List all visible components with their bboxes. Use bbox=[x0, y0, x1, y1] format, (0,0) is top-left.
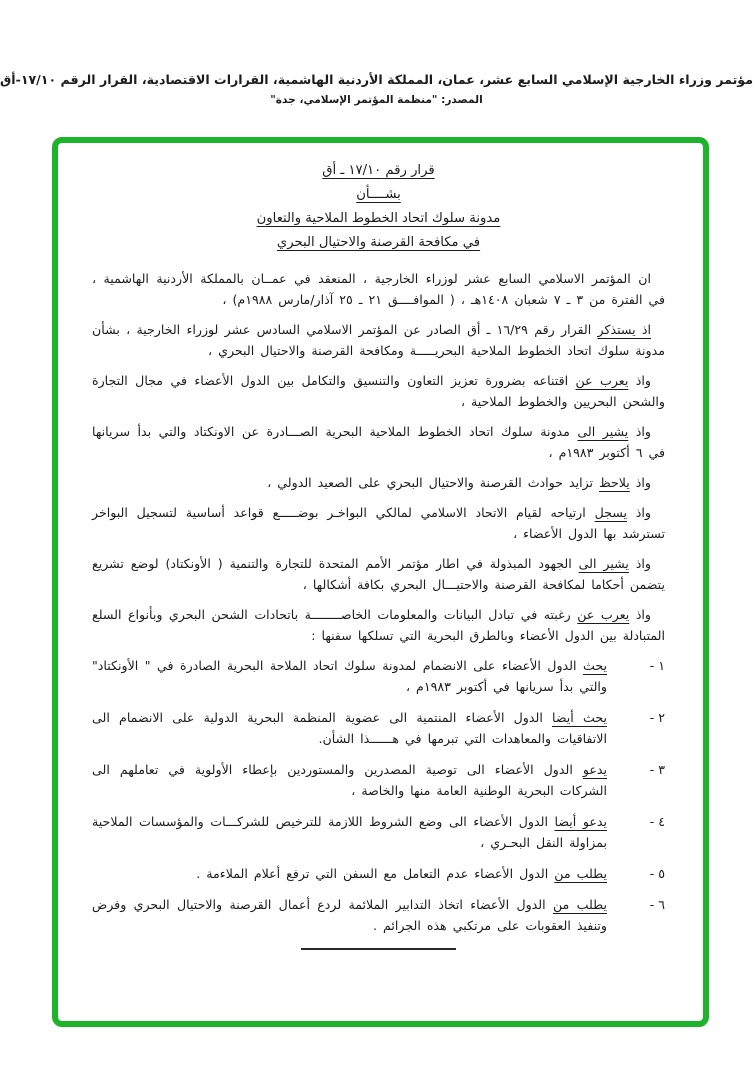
preamble-paragraph bbox=[92, 604, 665, 646]
item-number: ٣ - bbox=[649, 762, 665, 777]
paragraph-pre: واذ bbox=[629, 607, 652, 622]
preamble-paragraph bbox=[92, 319, 665, 361]
paragraph-lead: يشير الى bbox=[578, 556, 629, 571]
item-number: ١ - bbox=[649, 658, 665, 673]
item-lead: يدعو bbox=[582, 762, 607, 777]
item-lead: يحث أيضا bbox=[552, 710, 607, 725]
item-lead: يطلب من bbox=[552, 897, 607, 912]
operative-item bbox=[92, 707, 665, 749]
paragraph-text: مدونة سلوك اتحاد الخطوط الملاحية البحرية الصـــادرة عن الاونكتاد والتي بدأ سريانها في ٦ أكتوبر ١٩٨٣م ، bbox=[92, 424, 665, 460]
preamble-paragraph bbox=[92, 553, 665, 595]
operative-item bbox=[92, 759, 665, 801]
paragraph-text: ارتياحه لقيام الاتحاد الاسلامي لمالكي البواخـر بوضـــــع قواعد أساسية لتسجيل البواخر تسترشد بها الدول الأعضاء ، bbox=[92, 505, 665, 541]
item-rest: الدول الأعضاء الى توصية المصدرين والمستوردين بإعطاء الأولوية في تعاملهم الى الشركات البحرية الوطنية العامة منها والخاصة ، bbox=[92, 762, 607, 798]
item-number: ٦ - bbox=[649, 897, 665, 912]
item-lead: يحث bbox=[582, 658, 607, 673]
preamble-paragraph bbox=[92, 370, 665, 412]
paragraph-text: اقتناعه بضرورة تعزيز التعاون والتنسيق والتكامل بين الدول الأعضاء في مجال التجارة والشحن البحريين والخطوط الملاحية ، bbox=[92, 373, 665, 409]
preamble-paragraph bbox=[92, 502, 665, 544]
paragraph-lead: يشير الى bbox=[577, 424, 629, 439]
closing-rule bbox=[301, 948, 456, 950]
paragraph-pre: واذ bbox=[629, 475, 651, 490]
paragraph-pre: واذ bbox=[628, 373, 651, 388]
item-lead: يدعو أيضا bbox=[554, 814, 607, 829]
paragraph-lead: يلاحظ bbox=[599, 475, 630, 490]
item-rest: الدول الأعضاء الى وضع الشروط اللازمة للترخيص للشركـــات والمؤسسات الملاحية بمزاولة النقل البحـري ، bbox=[92, 814, 607, 850]
paragraph-pre: واذ bbox=[626, 505, 651, 520]
paragraph-lead: يعرب عن bbox=[575, 373, 629, 388]
item-text bbox=[92, 759, 607, 801]
resolution-regarding-line: بشــــأن bbox=[356, 187, 401, 202]
item-text bbox=[92, 894, 607, 936]
operative-item bbox=[92, 811, 665, 853]
item-rest: الدول الأعضاء عدم التعامل مع السفن التي ترفع أعلام الملاءمة . bbox=[196, 866, 555, 881]
source-line: المصدر: "منظمة المؤتمر الإسلامي، جدة" bbox=[270, 94, 483, 106]
document-body bbox=[58, 143, 703, 1021]
item-text bbox=[92, 863, 607, 884]
item-number: ٤ - bbox=[649, 814, 665, 829]
resolution-subject-line-1: مدونة سلوك اتحاد الخطوط الملاحية والتعاون bbox=[256, 211, 501, 226]
green-frame bbox=[52, 137, 709, 1027]
preamble-paragraph bbox=[92, 472, 665, 493]
citation-header bbox=[0, 72, 753, 106]
operative-item bbox=[92, 894, 665, 936]
paragraph-text: رغبته في تبادل البيانات والمعلومات الخاصــــــــة باتحادات الشحن البحري وبأنواع السلع المتبادلة بين الدول الأعضاء وبالطرق البحرية التي تسلكها سفنها : bbox=[92, 607, 665, 643]
item-number: ٥ - bbox=[649, 866, 665, 881]
paragraph-pre: واذ bbox=[628, 424, 651, 439]
item-text bbox=[92, 707, 607, 749]
paragraph-text: الجهود المبذولة في اطار مؤتمر الأمم المتحدة للتجارة والتنمية ( الأونكتاد) لوضع تشريع يتضمن أحكاما لمكافحة القرصنة والاحتيـــال البحري بكافة أشكالها ، bbox=[92, 556, 665, 592]
paragraph-text: ان المؤتمر الاسلامي السابع عشر لوزراء الخارجية ، المنعقد في عمــان بالمملكة الأردنية الهاشمية ، في الفترة من ٣ ـ ٧ شعبان ١٤٠٨هـ ، ( الموافــــق ٢١ ـ ٢٥ آذار/مارس ١٩٨٨م) ، bbox=[92, 271, 665, 307]
item-rest: الدول الأعضاء على الانضمام لمدونة سلوك اتحاد الملاحة البحرية الصادرة في " الأونكتاد" والتي بدأ سريانها في أكتوبر ١٩٨٣م ، bbox=[92, 658, 607, 694]
operative-item bbox=[92, 863, 665, 884]
item-text bbox=[92, 655, 607, 697]
paragraph-lead: يعرب عن bbox=[577, 607, 630, 622]
paragraph-lead: اذ يستذكر bbox=[597, 322, 651, 337]
item-rest: الدول الأعضاء اتخاذ التدابير الملائمة لردع أعمال القرصنة والاحتيال البحري وفرض وتنفيذ العقوبات على مرتكبي هذه الجرائم . bbox=[92, 897, 607, 933]
paragraph-lead: يسجل bbox=[594, 505, 627, 520]
preamble-paragraph bbox=[92, 421, 665, 463]
operative-item bbox=[92, 655, 665, 697]
item-number: ٢ - bbox=[649, 710, 665, 725]
operative-items bbox=[92, 655, 665, 936]
item-text bbox=[92, 811, 607, 853]
paragraph-text: القرار رقم ١٦/٢٩ ـ أق الصادر عن المؤتمر الاسلامي السادس عشر لوزراء الخارجية ، بشأن مدونة سلوك اتحاد الخطوط الملاحية البحريـــــة ومكافحة القرصنة والاحتيال البحري ، bbox=[92, 322, 665, 358]
resolution-subject-line-2: في مكافحة القرصنة والاحتيال البحري bbox=[276, 235, 481, 250]
item-rest: الدول الأعضاء المنتمية الى عضوية المنظمة البحرية الدولية على الانضمام الى الاتفاقيات والمعاهدات التي تبرمها في هــــــذا الشأن. bbox=[92, 710, 607, 746]
preamble-paragraph bbox=[92, 268, 665, 310]
item-lead: يطلب من bbox=[554, 866, 607, 881]
resolution-number-line: قرار رقم ١٧/١٠ ـ أق bbox=[322, 163, 435, 178]
paragraph-pre: واذ bbox=[628, 556, 651, 571]
resolution-title-block bbox=[92, 159, 665, 255]
paragraph-text: تزايد حوادث القرصنة والاحتيال البحري على الصعيد الدولي ، bbox=[267, 475, 600, 490]
citation-line: مؤتمر وزراء الخارجية الإسلامي السابع عشر، عمان، المملكة الأردنية الهاشمية، القرارات الاقتصادية، القرار الرقم ١٧/١٠-أق bbox=[0, 72, 753, 87]
